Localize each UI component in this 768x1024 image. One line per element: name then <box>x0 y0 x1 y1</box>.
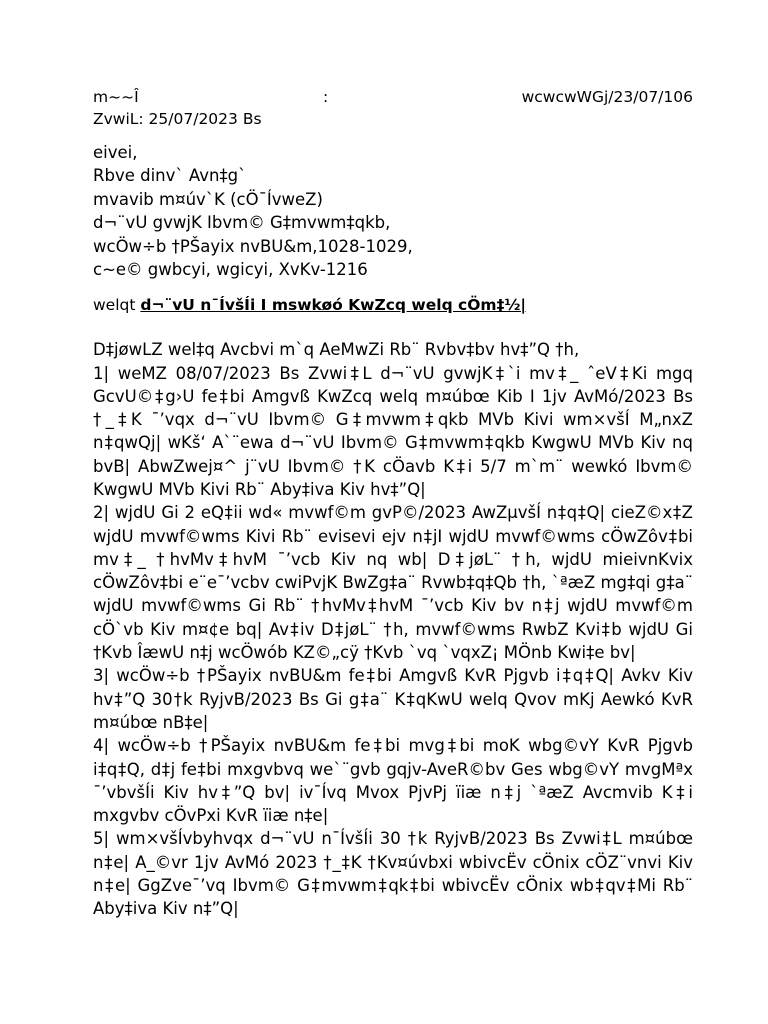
body-paragraph: 5| wm×všÍvbyhvqx d¬¨vU n¯ÍvšÍi 30 †k RyjvB/2023 Bs Zvwi‡L m¤úbœ n‡e| A_©vr 1jv AvMó 2023 †_‡K †Kv¤úvbxi wbivcËv cÖnix cÖZ¨vnvi Kiv n‡e| GgZve¯’vq Ibvm© G‡mvwm‡qk‡bi wbivcËv cÖnix wb‡qv‡Mi Rb¨ Aby‡iva Kiv n‡”Q| <box>93 829 693 919</box>
reference-label: m~~Î <box>93 88 139 106</box>
recipient-line: eivei, <box>93 142 138 162</box>
reference-colon: : <box>323 88 329 106</box>
reference-number: wcwcwWGj/23/07/106 <box>521 88 693 106</box>
recipient-line: Rbve dinv` Avn‡g` <box>93 166 247 186</box>
recipient-line: wcÖw÷b †PŠayix nvBU&m,1028-1029, <box>93 236 413 256</box>
recipient-line: d¬¨vU gvwjK Ibvm© G‡mvwm‡qkb, <box>93 213 391 233</box>
letter-content <box>93 86 693 921</box>
body-paragraph: 1| weMZ 08/07/2023 Bs Zvwi‡L d¬¨vU gvwjK‡`i mv‡_ ˆeV‡Ki mgq GcvU©‡g›U fe‡bi Amgvß KwZcq welq m¤úbœ Kib I 1jv AvMó/2023 Bs †_‡K ¯’vqx d¬¨vU Ibvm© G‡mvwm‡qkb MVb Kivi wm×všÍ M„nxZ n‡qwQj| wKš‘ A`¨ewa d¬¨vU Ibvm© G‡mvwm‡qkb KwgwU MVb Kiv nq bvB| AbwZwej¤^ j¨vU Ibvm© †K cÖavb K‡i 5/7 m`m¨ wewkó Ibvm© KwgwU MVb Kivi Rb¨ Aby‡iva Kiv hv‡”Q| <box>93 363 693 499</box>
body-paragraph: 3| wcÖw÷b †PŠayix nvBU&m fe‡bi Amgvß KvR Pjgvb i‡q‡Q| Avkv Kiv hv‡”Q 30†k RyjvB/2023 Bs Gi g‡a¨ K‡qKwU welq Qvov mKj Aewkó KvR m¤úbœ nB‡e| <box>93 666 693 732</box>
subject-line <box>93 294 693 316</box>
recipient-line: mvavib m¤úv`K (cÖ¯ÍvweZ) <box>93 189 323 209</box>
subject-label: welqt <box>93 295 141 314</box>
body-intro: D‡jøwLZ wel‡q Avcbvi m`q AeMwZi Rb¨ Rvbv‡bv hv‡”Q †h, <box>93 340 580 360</box>
reference-row <box>93 86 693 108</box>
body-paragraph: 4| wcÖw÷b †PŠayix nvBU&m fe‡bi mvg‡bi moK wbg©vY KvR Pjgvb i‡q‡Q, d‡j fe‡bi mxgvbvq we`¨gvb gqjv-AveR©bv Ges wbg©vY mvgMªx ¯’vbvšÍi Kiv hv‡”Q bv| iv¯Ívq Mvox PjvPj ïiæ n‡j `ªæZ Avcmvib K‡i mxgvbv cÖvPxi KvR ïiæ n‡e| <box>93 736 693 826</box>
subject-title: d¬¨vU n¯ÍvšÍi I mswkøó KwZcq welq cÖm‡½| <box>140 295 527 314</box>
letter-body <box>93 338 693 920</box>
letter-date: ZvwiL: 25/07/2023 Bs <box>93 110 262 129</box>
recipient-address <box>93 141 693 282</box>
body-paragraph: 2| wjdU Gi 2 eQ‡ii wd« mvwf©m gvP©/2023 AwZµvšÍ n‡q‡Q| cieZ©x‡Z wjdU mvwf©wms Kivi Rb¨ evisevi ejv n‡jI wjdU mvwf©wms cÖwZôv‡bi mv‡_ †hvMv‡hvM ¯’vcb Kiv nq wb| D‡jøL¨ †h, wjdU mieivnKvix cÖwZôv‡bi e¨e¯’vcbv cwiPvjK BwZg‡a¨ Rvwb‡q‡Qb †h, `ªæZ mg‡qi g‡a¨ wjdU mvwf©wms Gi Rb¨ †hvMv‡hvM ¯’vcb Kiv bv n‡j wjdU mvwf©m cÖ`vb Kiv m¤¢e bq| Av‡iv D‡jøL¨ †h, mvwf©wms RwbZ Kvi‡b wjdU Gi †Kvb ÎæwU n‡j wcÖwób KZ©„cÿ †Kvb `vq `vqxZ¡ MÖnb Kwi‡e bv| <box>93 503 693 663</box>
recipient-line: c~e© gwbcyi, wgicyi, XvKv-1216 <box>93 260 368 280</box>
